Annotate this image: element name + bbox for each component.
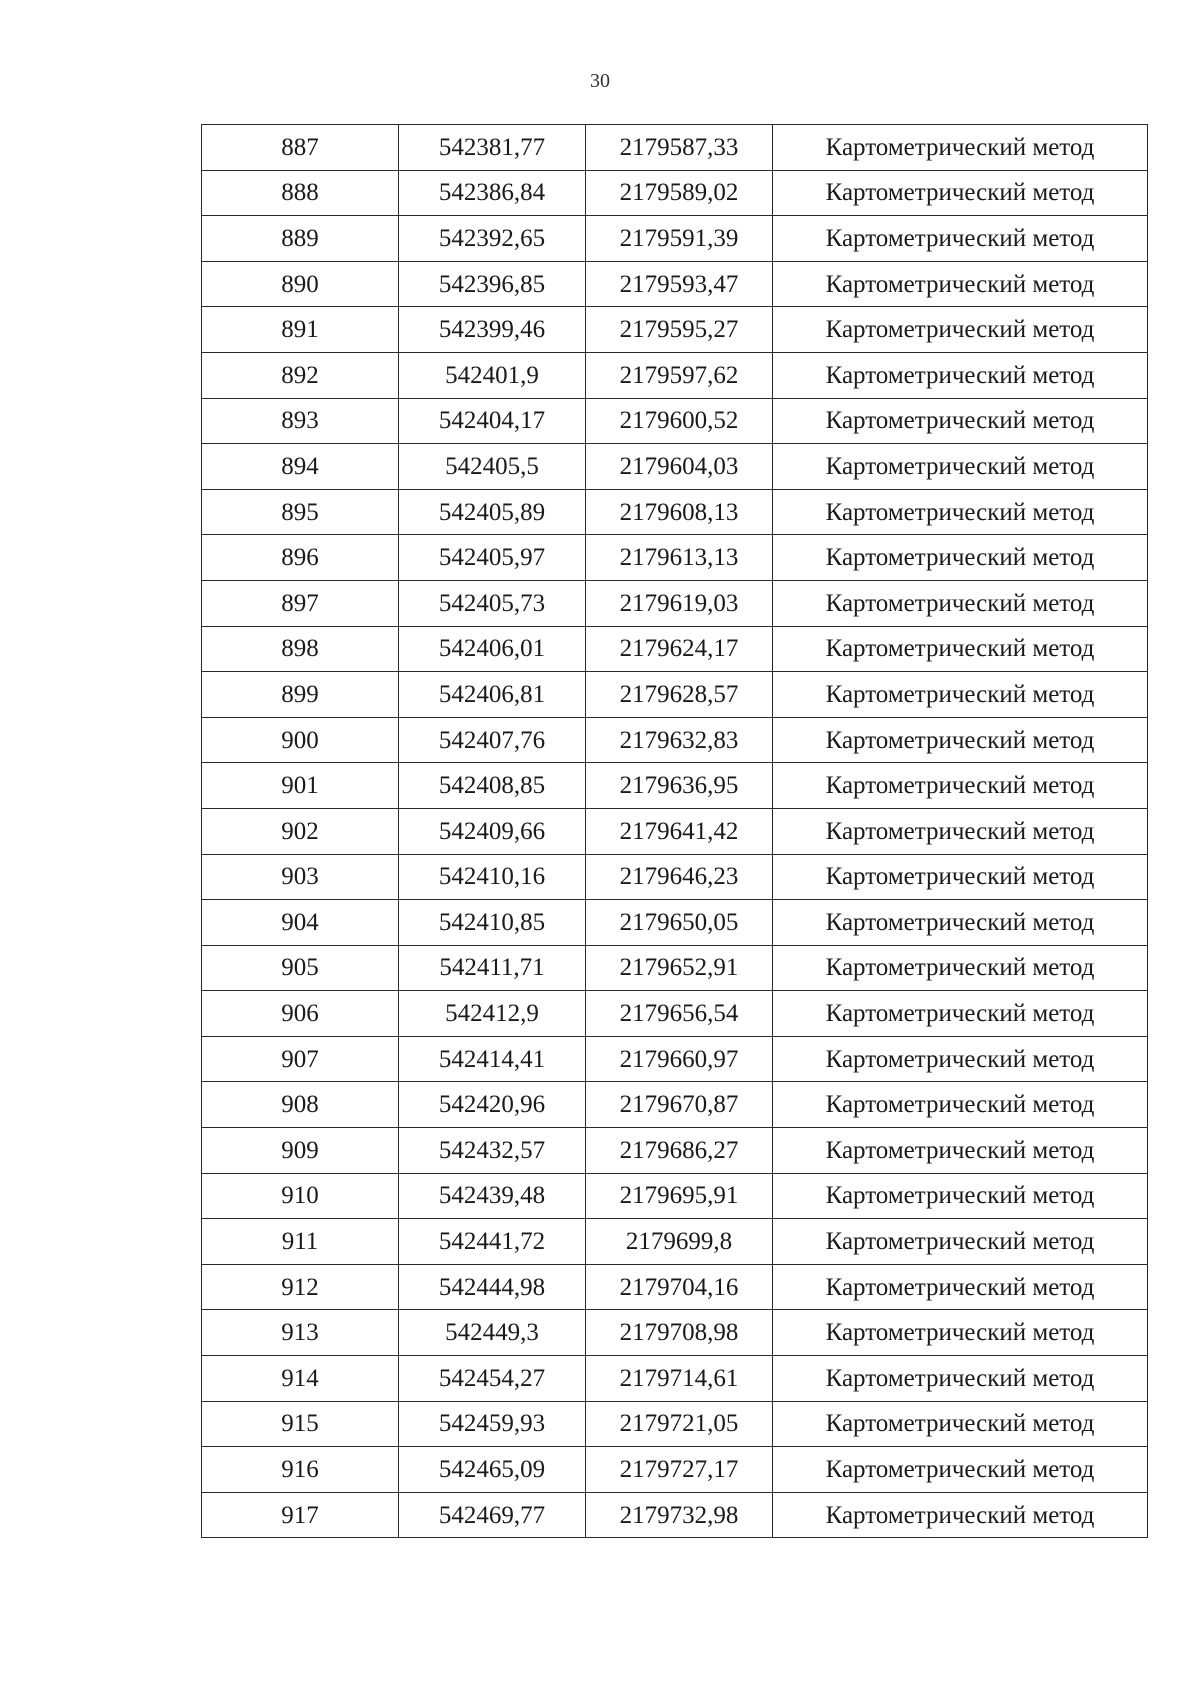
x-coordinate-cell: 542392,65 bbox=[399, 216, 586, 262]
table-row bbox=[202, 1264, 1148, 1310]
method-cell: Картометрический метод bbox=[773, 1401, 1148, 1447]
x-coordinate-cell: 542406,81 bbox=[399, 672, 586, 718]
x-coordinate-cell: 542432,57 bbox=[399, 1128, 586, 1174]
point-number-cell: 900 bbox=[202, 717, 399, 763]
y-coordinate-cell: 2179704,16 bbox=[586, 1264, 773, 1310]
x-coordinate-cell: 542411,71 bbox=[399, 945, 586, 991]
x-coordinate-cell: 542405,97 bbox=[399, 535, 586, 581]
table-row bbox=[202, 216, 1148, 262]
x-coordinate-cell: 542381,77 bbox=[399, 125, 586, 171]
x-coordinate-cell: 542410,85 bbox=[399, 900, 586, 946]
point-number-cell: 914 bbox=[202, 1356, 399, 1402]
method-cell: Картометрический метод bbox=[773, 352, 1148, 398]
y-coordinate-cell: 2179656,54 bbox=[586, 991, 773, 1037]
page-number: 30 bbox=[590, 70, 610, 92]
point-number-cell: 911 bbox=[202, 1219, 399, 1265]
y-coordinate-cell: 2179699,8 bbox=[586, 1219, 773, 1265]
point-number-cell: 909 bbox=[202, 1128, 399, 1174]
x-coordinate-cell: 542414,41 bbox=[399, 1036, 586, 1082]
y-coordinate-cell: 2179686,27 bbox=[586, 1128, 773, 1174]
x-coordinate-cell: 542410,16 bbox=[399, 854, 586, 900]
x-coordinate-cell: 542407,76 bbox=[399, 717, 586, 763]
point-number-cell: 908 bbox=[202, 1082, 399, 1128]
x-coordinate-cell: 542459,93 bbox=[399, 1401, 586, 1447]
point-number-cell: 890 bbox=[202, 261, 399, 307]
method-cell: Картометрический метод bbox=[773, 808, 1148, 854]
table-row bbox=[202, 352, 1148, 398]
x-coordinate-cell: 542469,77 bbox=[399, 1492, 586, 1538]
y-coordinate-cell: 2179721,05 bbox=[586, 1401, 773, 1447]
y-coordinate-cell: 2179597,62 bbox=[586, 352, 773, 398]
y-coordinate-cell: 2179608,13 bbox=[586, 489, 773, 535]
method-cell: Картометрический метод bbox=[773, 170, 1148, 216]
method-cell: Картометрический метод bbox=[773, 1310, 1148, 1356]
point-number-cell: 895 bbox=[202, 489, 399, 535]
table-row bbox=[202, 717, 1148, 763]
coordinates-table-body bbox=[202, 125, 1148, 1538]
method-cell: Картометрический метод bbox=[773, 489, 1148, 535]
table-row bbox=[202, 489, 1148, 535]
x-coordinate-cell: 542454,27 bbox=[399, 1356, 586, 1402]
point-number-cell: 899 bbox=[202, 672, 399, 718]
y-coordinate-cell: 2179595,27 bbox=[586, 307, 773, 353]
point-number-cell: 915 bbox=[202, 1401, 399, 1447]
point-number-cell: 888 bbox=[202, 170, 399, 216]
method-cell: Картометрический метод bbox=[773, 125, 1148, 171]
table-row bbox=[202, 444, 1148, 490]
method-cell: Картометрический метод bbox=[773, 1173, 1148, 1219]
method-cell: Картометрический метод bbox=[773, 1128, 1148, 1174]
y-coordinate-cell: 2179708,98 bbox=[586, 1310, 773, 1356]
x-coordinate-cell: 542401,9 bbox=[399, 352, 586, 398]
x-coordinate-cell: 542444,98 bbox=[399, 1264, 586, 1310]
point-number-cell: 912 bbox=[202, 1264, 399, 1310]
table-row bbox=[202, 1082, 1148, 1128]
y-coordinate-cell: 2179727,17 bbox=[586, 1447, 773, 1493]
point-number-cell: 893 bbox=[202, 398, 399, 444]
y-coordinate-cell: 2179628,57 bbox=[586, 672, 773, 718]
y-coordinate-cell: 2179636,95 bbox=[586, 763, 773, 809]
point-number-cell: 907 bbox=[202, 1036, 399, 1082]
x-coordinate-cell: 542465,09 bbox=[399, 1447, 586, 1493]
method-cell: Картометрический метод bbox=[773, 991, 1148, 1037]
method-cell: Картометрический метод bbox=[773, 216, 1148, 262]
table-row bbox=[202, 991, 1148, 1037]
table-row bbox=[202, 808, 1148, 854]
y-coordinate-cell: 2179591,39 bbox=[586, 216, 773, 262]
point-number-cell: 913 bbox=[202, 1310, 399, 1356]
method-cell: Картометрический метод bbox=[773, 307, 1148, 353]
x-coordinate-cell: 542396,85 bbox=[399, 261, 586, 307]
table-row bbox=[202, 626, 1148, 672]
y-coordinate-cell: 2179670,87 bbox=[586, 1082, 773, 1128]
x-coordinate-cell: 542420,96 bbox=[399, 1082, 586, 1128]
point-number-cell: 903 bbox=[202, 854, 399, 900]
table-row bbox=[202, 945, 1148, 991]
point-number-cell: 910 bbox=[202, 1173, 399, 1219]
point-number-cell: 906 bbox=[202, 991, 399, 1037]
table-row bbox=[202, 854, 1148, 900]
y-coordinate-cell: 2179619,03 bbox=[586, 580, 773, 626]
point-number-cell: 892 bbox=[202, 352, 399, 398]
x-coordinate-cell: 542406,01 bbox=[399, 626, 586, 672]
point-number-cell: 917 bbox=[202, 1492, 399, 1538]
table-row bbox=[202, 1310, 1148, 1356]
table-row bbox=[202, 261, 1148, 307]
table-row bbox=[202, 900, 1148, 946]
point-number-cell: 901 bbox=[202, 763, 399, 809]
method-cell: Картометрический метод bbox=[773, 1447, 1148, 1493]
method-cell: Картометрический метод bbox=[773, 945, 1148, 991]
table-row bbox=[202, 125, 1148, 171]
y-coordinate-cell: 2179641,42 bbox=[586, 808, 773, 854]
x-coordinate-cell: 542409,66 bbox=[399, 808, 586, 854]
coordinates-table bbox=[201, 124, 1148, 1538]
method-cell: Картометрический метод bbox=[773, 398, 1148, 444]
x-coordinate-cell: 542449,3 bbox=[399, 1310, 586, 1356]
method-cell: Картометрический метод bbox=[773, 1264, 1148, 1310]
point-number-cell: 897 bbox=[202, 580, 399, 626]
x-coordinate-cell: 542399,46 bbox=[399, 307, 586, 353]
x-coordinate-cell: 542408,85 bbox=[399, 763, 586, 809]
y-coordinate-cell: 2179604,03 bbox=[586, 444, 773, 490]
table-row bbox=[202, 1356, 1148, 1402]
point-number-cell: 896 bbox=[202, 535, 399, 581]
y-coordinate-cell: 2179613,13 bbox=[586, 535, 773, 581]
method-cell: Картометрический метод bbox=[773, 717, 1148, 763]
point-number-cell: 902 bbox=[202, 808, 399, 854]
table-row bbox=[202, 1401, 1148, 1447]
y-coordinate-cell: 2179732,98 bbox=[586, 1492, 773, 1538]
y-coordinate-cell: 2179593,47 bbox=[586, 261, 773, 307]
method-cell: Картометрический метод bbox=[773, 854, 1148, 900]
x-coordinate-cell: 542405,5 bbox=[399, 444, 586, 490]
x-coordinate-cell: 542439,48 bbox=[399, 1173, 586, 1219]
y-coordinate-cell: 2179600,52 bbox=[586, 398, 773, 444]
point-number-cell: 894 bbox=[202, 444, 399, 490]
x-coordinate-cell: 542441,72 bbox=[399, 1219, 586, 1265]
table-row bbox=[202, 672, 1148, 718]
table-row bbox=[202, 763, 1148, 809]
method-cell: Картометрический метод bbox=[773, 535, 1148, 581]
table-row bbox=[202, 1447, 1148, 1493]
table-row bbox=[202, 535, 1148, 581]
y-coordinate-cell: 2179714,61 bbox=[586, 1356, 773, 1402]
method-cell: Картометрический метод bbox=[773, 580, 1148, 626]
table-row bbox=[202, 1219, 1148, 1265]
x-coordinate-cell: 542404,17 bbox=[399, 398, 586, 444]
y-coordinate-cell: 2179632,83 bbox=[586, 717, 773, 763]
table-row bbox=[202, 1036, 1148, 1082]
y-coordinate-cell: 2179660,97 bbox=[586, 1036, 773, 1082]
x-coordinate-cell: 542405,89 bbox=[399, 489, 586, 535]
y-coordinate-cell: 2179650,05 bbox=[586, 900, 773, 946]
method-cell: Картометрический метод bbox=[773, 261, 1148, 307]
point-number-cell: 904 bbox=[202, 900, 399, 946]
y-coordinate-cell: 2179695,91 bbox=[586, 1173, 773, 1219]
point-number-cell: 905 bbox=[202, 945, 399, 991]
table-row bbox=[202, 307, 1148, 353]
method-cell: Картометрический метод bbox=[773, 672, 1148, 718]
point-number-cell: 887 bbox=[202, 125, 399, 171]
method-cell: Картометрический метод bbox=[773, 444, 1148, 490]
method-cell: Картометрический метод bbox=[773, 1219, 1148, 1265]
table-row bbox=[202, 398, 1148, 444]
y-coordinate-cell: 2179652,91 bbox=[586, 945, 773, 991]
point-number-cell: 898 bbox=[202, 626, 399, 672]
point-number-cell: 889 bbox=[202, 216, 399, 262]
method-cell: Картометрический метод bbox=[773, 1082, 1148, 1128]
table-row bbox=[202, 1492, 1148, 1538]
method-cell: Картометрический метод bbox=[773, 1356, 1148, 1402]
x-coordinate-cell: 542412,9 bbox=[399, 991, 586, 1037]
method-cell: Картометрический метод bbox=[773, 1492, 1148, 1538]
method-cell: Картометрический метод bbox=[773, 1036, 1148, 1082]
y-coordinate-cell: 2179589,02 bbox=[586, 170, 773, 216]
y-coordinate-cell: 2179587,33 bbox=[586, 125, 773, 171]
y-coordinate-cell: 2179624,17 bbox=[586, 626, 773, 672]
table-row bbox=[202, 580, 1148, 626]
method-cell: Картометрический метод bbox=[773, 626, 1148, 672]
method-cell: Картометрический метод bbox=[773, 763, 1148, 809]
x-coordinate-cell: 542386,84 bbox=[399, 170, 586, 216]
y-coordinate-cell: 2179646,23 bbox=[586, 854, 773, 900]
point-number-cell: 916 bbox=[202, 1447, 399, 1493]
method-cell: Картометрический метод bbox=[773, 900, 1148, 946]
table-row bbox=[202, 1128, 1148, 1174]
x-coordinate-cell: 542405,73 bbox=[399, 580, 586, 626]
table-row bbox=[202, 1173, 1148, 1219]
point-number-cell: 891 bbox=[202, 307, 399, 353]
table-row bbox=[202, 170, 1148, 216]
